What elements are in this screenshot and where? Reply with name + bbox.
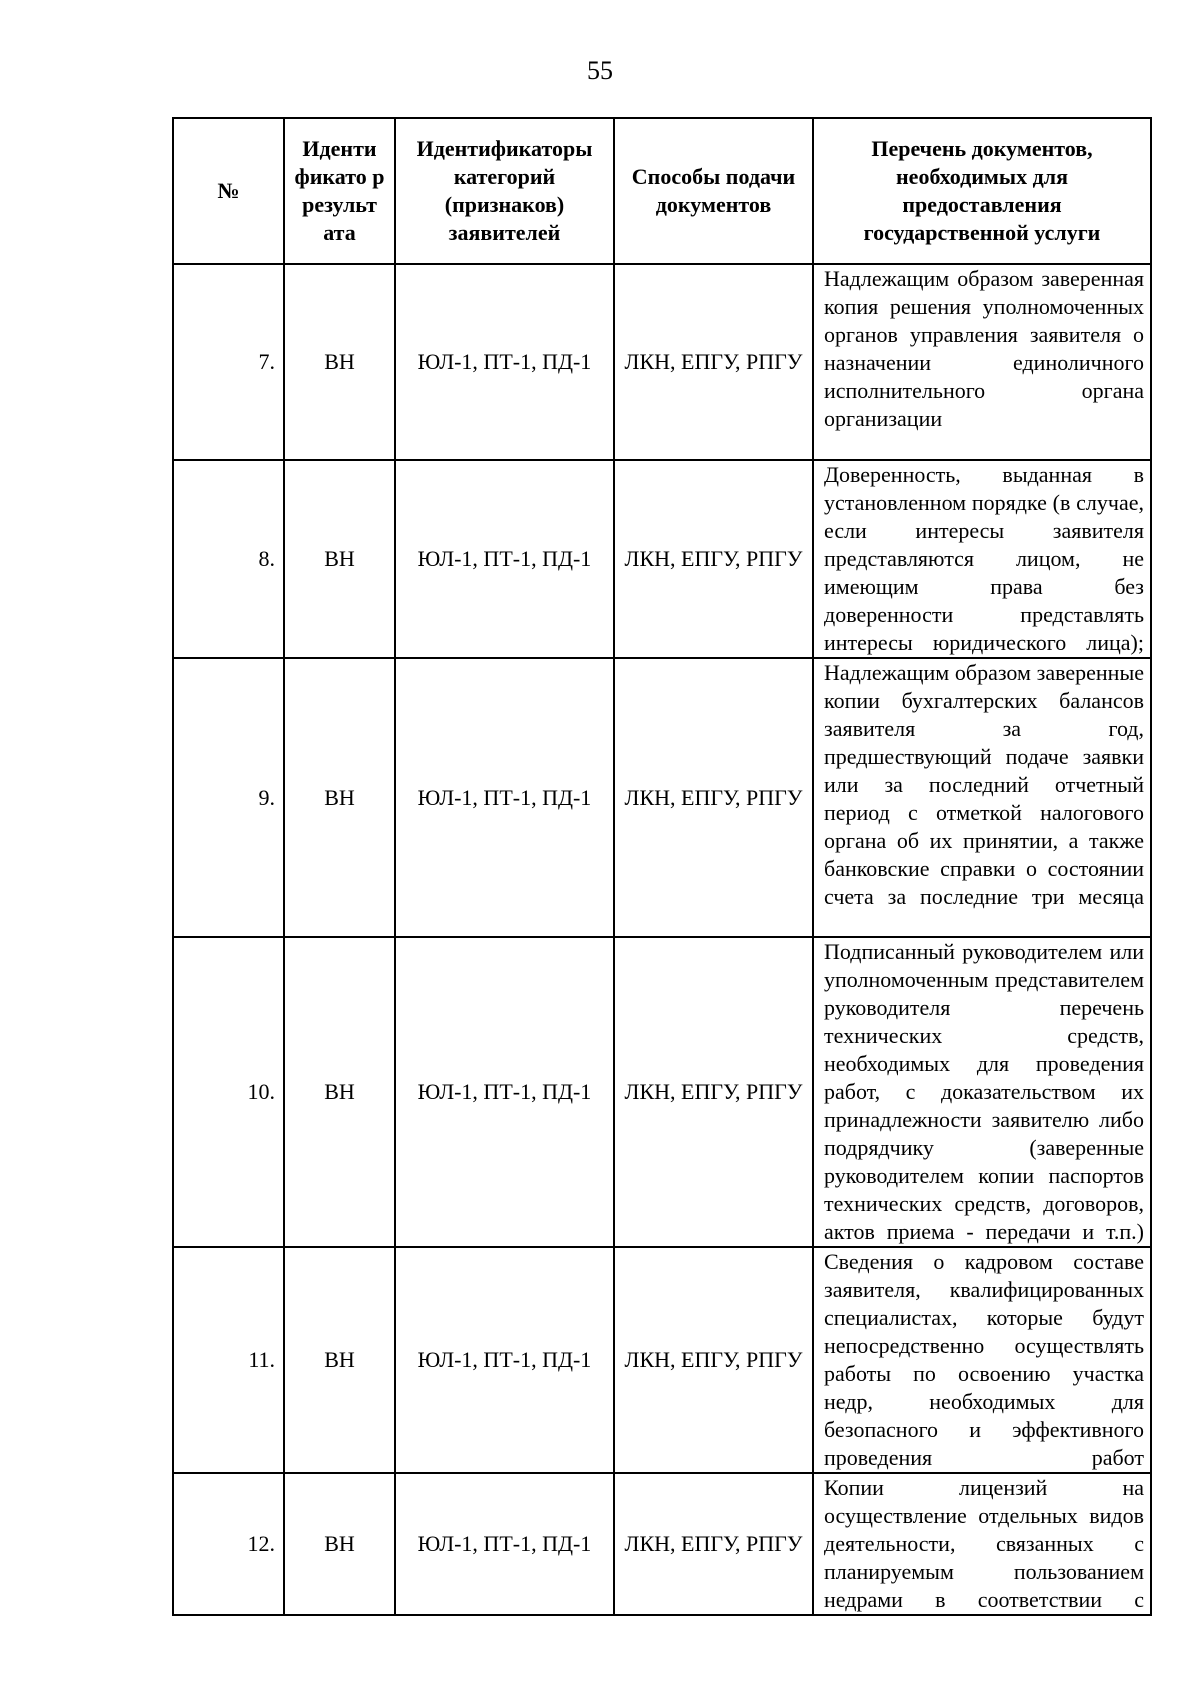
row-result-id: ВН <box>284 1473 395 1615</box>
row-number: 10. <box>173 937 284 1247</box>
header-document-list: Перечень документов, необходимых для предоставления государственной услуги <box>813 118 1151 264</box>
table-row <box>173 1247 1151 1473</box>
table-header-row <box>173 118 1151 264</box>
row-result-id: ВН <box>284 937 395 1247</box>
row-result-id: ВН <box>284 460 395 658</box>
row-methods: ЛКН, ЕПГУ, РПГУ <box>614 264 813 460</box>
row-number: 9. <box>173 658 284 937</box>
row-result-id: ВН <box>284 1247 395 1473</box>
row-result-id: ВН <box>284 658 395 937</box>
table-row <box>173 937 1151 1247</box>
row-number: 12. <box>173 1473 284 1615</box>
row-methods: ЛКН, ЕПГУ, РПГУ <box>614 658 813 937</box>
header-result-id: Иденти фикато р результ ата <box>284 118 395 264</box>
row-result-id: ВН <box>284 264 395 460</box>
row-categories: ЮЛ-1, ПТ-1, ПД-1 <box>395 1247 614 1473</box>
row-categories: ЮЛ-1, ПТ-1, ПД-1 <box>395 937 614 1247</box>
row-categories: ЮЛ-1, ПТ-1, ПД-1 <box>395 460 614 658</box>
table-row <box>173 1473 1151 1615</box>
header-submission-methods: Способы подачи документов <box>614 118 813 264</box>
row-number: 7. <box>173 264 284 460</box>
row-methods: ЛКН, ЕПГУ, РПГУ <box>614 937 813 1247</box>
row-categories: ЮЛ-1, ПТ-1, ПД-1 <box>395 1473 614 1615</box>
row-categories: ЮЛ-1, ПТ-1, ПД-1 <box>395 264 614 460</box>
table-row <box>173 658 1151 937</box>
row-methods: ЛКН, ЕПГУ, РПГУ <box>614 1247 813 1473</box>
row-documents: Копии лицензий на осуществление отдельных видов деятельности, связанных с планируемым пользованием недрами в соответствии с <box>813 1473 1151 1615</box>
row-documents: Надлежащим образом заверенная копия решения уполномоченных органов управления заявителя о назначении единоличного исполнительного органа организации <box>813 264 1151 460</box>
row-documents: Доверенность, выданная в установленном порядке (в случае, если интересы заявителя представляются лицом, не имеющим права без доверенности представлять интересы юридического лица); <box>813 460 1151 658</box>
header-applicant-categories: Идентификаторы категорий (признаков) заявителей <box>395 118 614 264</box>
row-methods: ЛКН, ЕПГУ, РПГУ <box>614 460 813 658</box>
page-number: 55 <box>587 56 613 85</box>
table-row <box>173 264 1151 460</box>
row-number: 11. <box>173 1247 284 1473</box>
row-number: 8. <box>173 460 284 658</box>
row-documents: Надлежащим образом заверенные копии бухгалтерских балансов заявителя за год, предшествующий подаче заявки или за последний отчетный период с отметкой налогового органа об их принятии, а также банковские справки о состоянии счета за последние три месяца <box>813 658 1151 937</box>
header-number: № <box>173 118 284 264</box>
row-documents: Сведения о кадровом составе заявителя, квалифицированных специалистах, которые будут непосредственно осуществлять работы по освоению участка недр, необходимых для безопасного и эффективного проведения работ <box>813 1247 1151 1473</box>
table-row <box>173 460 1151 658</box>
services-documents-table <box>172 117 1152 1616</box>
row-categories: ЮЛ-1, ПТ-1, ПД-1 <box>395 658 614 937</box>
row-documents: Подписанный руководителем или уполномоченным представителем руководителя перечень технических средств, необходимых для проведения работ, с доказательством их принадлежности заявителю либо подрядчику (заверенные руководителем копии паспортов технических средств, договоров, актов приема - передачи и т.п.) <box>813 937 1151 1247</box>
row-methods: ЛКН, ЕПГУ, РПГУ <box>614 1473 813 1615</box>
